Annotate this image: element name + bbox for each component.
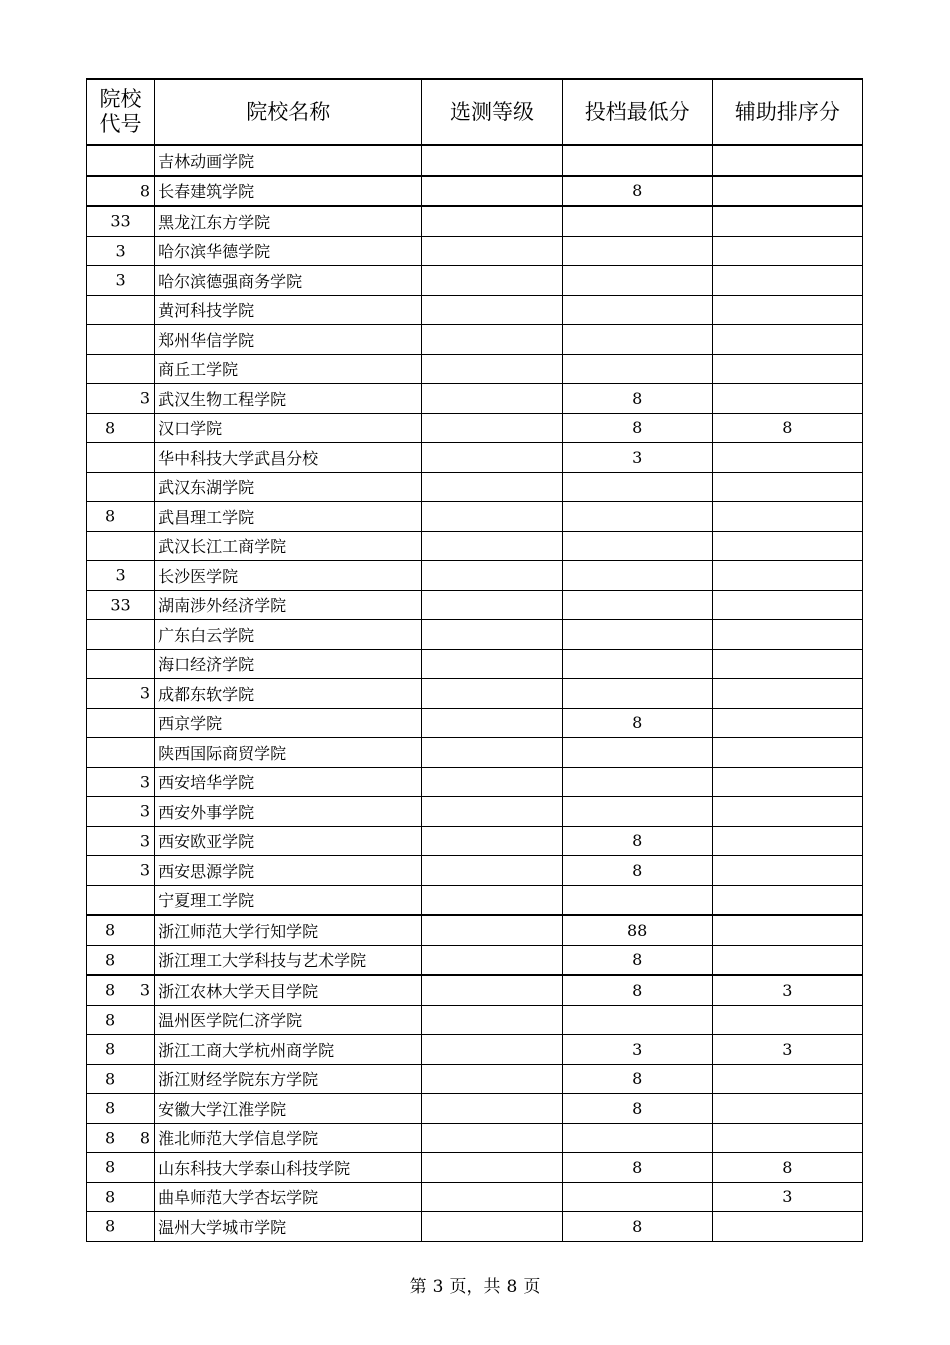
- cell-level: [422, 325, 562, 355]
- cell-school-name: 哈尔滨德强商务学院: [155, 266, 422, 296]
- cell-level: [422, 620, 562, 650]
- cell-school-name: 海口经济学院: [155, 649, 422, 679]
- cell-aux-score: [712, 502, 862, 532]
- cell-school-code: [87, 384, 155, 414]
- cell-school-name: 安徽大学江淮学院: [155, 1094, 422, 1124]
- cell-school-name: 汉口学院: [155, 413, 422, 443]
- cell-school-code: [87, 679, 155, 709]
- cell-aux-score: [712, 590, 862, 620]
- cell-min-score: [562, 1182, 712, 1212]
- cell-aux-score: [712, 295, 862, 325]
- cell-level: [422, 354, 562, 384]
- cell-school-code: [87, 826, 155, 856]
- header-name: 院校名称: [155, 79, 422, 145]
- cell-school-code: [87, 295, 155, 325]
- cell-school-code: [87, 472, 155, 502]
- cell-level: [422, 561, 562, 591]
- cell-aux-score: [712, 266, 862, 296]
- table-row: [87, 1005, 863, 1035]
- cell-school-code: [87, 325, 155, 355]
- school-code-value: 8: [105, 920, 116, 940]
- school-code-value: 8: [139, 181, 151, 201]
- cell-school-code: [87, 266, 155, 296]
- cell-aux-score: [712, 767, 862, 797]
- table-row: [87, 1035, 863, 1065]
- cell-school-name: 浙江理工大学科技与艺术学院: [155, 945, 422, 975]
- cell-level: [422, 472, 562, 502]
- cell-level: [422, 1035, 562, 1065]
- table-row: [87, 472, 863, 502]
- header-code-line: 代号: [99, 112, 142, 136]
- cell-aux-score: [712, 354, 862, 384]
- cell-school-code: [87, 885, 155, 915]
- cell-level: [422, 145, 562, 176]
- cell-level: [422, 1094, 562, 1124]
- table-row: [87, 354, 863, 384]
- cell-min-score: 8: [562, 975, 712, 1005]
- header-level: 选测等级: [422, 79, 562, 145]
- cell-aux-score: [712, 145, 862, 176]
- table-row: [87, 145, 863, 176]
- cell-school-name: 华中科技大学武昌分校: [155, 443, 422, 473]
- cell-aux-score: [712, 531, 862, 561]
- footer-total-pages: 8: [506, 1277, 518, 1297]
- cell-min-score: [562, 620, 712, 650]
- cell-school-name: 武汉生物工程学院: [155, 384, 422, 414]
- cell-min-score: 8: [562, 708, 712, 738]
- cell-school-name: 西京学院: [155, 708, 422, 738]
- school-code-value: 8: [105, 1069, 116, 1089]
- cell-aux-score: [712, 708, 862, 738]
- table-row: [87, 384, 863, 414]
- school-code-value: 3: [139, 831, 151, 851]
- cell-level: [422, 945, 562, 975]
- cell-min-score: 8: [562, 1064, 712, 1094]
- cell-school-name: 西安外事学院: [155, 797, 422, 827]
- cell-school-name: 山东科技大学泰山科技学院: [155, 1153, 422, 1183]
- school-code-value: 3: [139, 683, 151, 703]
- cell-school-code: [87, 236, 155, 266]
- cell-school-code: [87, 206, 155, 236]
- header-aux-score: 辅助排序分: [712, 79, 862, 145]
- cell-level: [422, 826, 562, 856]
- school-code-value: 8: [105, 418, 116, 438]
- cell-min-score: [562, 797, 712, 827]
- cell-school-code: [87, 145, 155, 176]
- cell-school-code: [87, 1064, 155, 1094]
- table-row: [87, 915, 863, 945]
- cell-school-code: [87, 620, 155, 650]
- table-row: [87, 176, 863, 207]
- cell-aux-score: 3: [712, 1035, 862, 1065]
- table-body: [87, 145, 863, 1241]
- header-code: [87, 79, 155, 145]
- cell-school-name: 长春建筑学院: [155, 176, 422, 207]
- cell-level: [422, 266, 562, 296]
- cell-school-name: 浙江财经学院东方学院: [155, 1064, 422, 1094]
- cell-level: [422, 738, 562, 768]
- cell-min-score: [562, 145, 712, 176]
- cell-level: [422, 797, 562, 827]
- cell-school-name: 武昌理工学院: [155, 502, 422, 532]
- header-min-score: 投档最低分: [562, 79, 712, 145]
- cell-school-name: 曲阜师范大学杏坛学院: [155, 1182, 422, 1212]
- cell-school-code: [87, 915, 155, 945]
- cell-min-score: 8: [562, 176, 712, 207]
- cell-school-code: [87, 590, 155, 620]
- cell-school-name: 浙江师范大学行知学院: [155, 915, 422, 945]
- cell-level: [422, 649, 562, 679]
- cell-level: [422, 915, 562, 945]
- cell-aux-score: [712, 1005, 862, 1035]
- table-row: [87, 826, 863, 856]
- table-row: [87, 975, 863, 1005]
- cell-school-name: 温州医学院仁济学院: [155, 1005, 422, 1035]
- cell-level: [422, 856, 562, 886]
- cell-level: [422, 384, 562, 414]
- cell-school-code: [87, 413, 155, 443]
- cell-min-score: [562, 1123, 712, 1153]
- cell-level: [422, 1005, 562, 1035]
- cell-school-code: [87, 176, 155, 207]
- cell-aux-score: [712, 472, 862, 502]
- cell-school-code: [87, 649, 155, 679]
- table-row: [87, 649, 863, 679]
- cell-school-code: [87, 797, 155, 827]
- school-code-value: 8: [105, 1039, 116, 1059]
- school-code-value: 8: [105, 1098, 116, 1118]
- cell-min-score: 8: [562, 384, 712, 414]
- cell-aux-score: [712, 384, 862, 414]
- cell-school-code: [87, 1005, 155, 1035]
- school-code-value: 3: [115, 565, 126, 585]
- table-row: [87, 1094, 863, 1124]
- cell-school-name: 黄河科技学院: [155, 295, 422, 325]
- cell-aux-score: [712, 236, 862, 266]
- cell-school-code: [87, 856, 155, 886]
- cell-school-name: 宁夏理工学院: [155, 885, 422, 915]
- table-row: [87, 1153, 863, 1183]
- cell-school-name: 陕西国际商贸学院: [155, 738, 422, 768]
- footer-suffix: 页: [523, 1277, 541, 1297]
- cell-min-score: [562, 561, 712, 591]
- cell-aux-score: 8: [712, 1153, 862, 1183]
- cell-level: [422, 1153, 562, 1183]
- cell-aux-score: [712, 325, 862, 355]
- cell-aux-score: [712, 206, 862, 236]
- cell-level: [422, 1123, 562, 1153]
- table-row: [87, 797, 863, 827]
- cell-school-name: 西安思源学院: [155, 856, 422, 886]
- cell-min-score: [562, 885, 712, 915]
- footer-page-number: 3: [432, 1277, 444, 1297]
- cell-school-code: [87, 1153, 155, 1183]
- cell-level: [422, 502, 562, 532]
- table-row: [87, 1064, 863, 1094]
- cell-level: [422, 206, 562, 236]
- cell-level: [422, 295, 562, 325]
- table-row: [87, 856, 863, 886]
- cell-level: [422, 236, 562, 266]
- cell-min-score: [562, 531, 712, 561]
- cell-min-score: [562, 472, 712, 502]
- cell-school-code: [87, 502, 155, 532]
- cell-school-code: [87, 767, 155, 797]
- cell-level: [422, 413, 562, 443]
- cell-min-score: [562, 354, 712, 384]
- cell-min-score: [562, 767, 712, 797]
- cell-school-code: [87, 1182, 155, 1212]
- cell-school-name: 武汉长江工商学院: [155, 531, 422, 561]
- cell-level: [422, 1212, 562, 1242]
- school-code-value: 8: [105, 950, 116, 970]
- cell-school-code: [87, 1035, 155, 1065]
- cell-level: [422, 443, 562, 473]
- table-row: [87, 1123, 863, 1153]
- table-row: [87, 738, 863, 768]
- cell-level: [422, 708, 562, 738]
- cell-school-code: [87, 945, 155, 975]
- cell-aux-score: [712, 620, 862, 650]
- school-code-value: 3: [139, 388, 151, 408]
- school-code-value: 8: [105, 1128, 116, 1148]
- admission-score-table: [86, 78, 863, 1242]
- cell-aux-score: [712, 679, 862, 709]
- school-code-value: 3: [115, 270, 126, 290]
- table-row: [87, 531, 863, 561]
- cell-min-score: 8: [562, 413, 712, 443]
- cell-level: [422, 679, 562, 709]
- cell-level: [422, 767, 562, 797]
- school-code-overflow: 3: [139, 980, 151, 1000]
- school-code-value: 8: [105, 1216, 116, 1236]
- cell-min-score: [562, 325, 712, 355]
- cell-school-name: 浙江工商大学杭州商学院: [155, 1035, 422, 1065]
- cell-aux-score: [712, 1212, 862, 1242]
- cell-min-score: 8: [562, 945, 712, 975]
- cell-aux-score: [712, 649, 862, 679]
- cell-min-score: [562, 206, 712, 236]
- cell-school-code: [87, 738, 155, 768]
- cell-aux-score: 3: [712, 1182, 862, 1212]
- cell-min-score: 8: [562, 1212, 712, 1242]
- cell-min-score: [562, 266, 712, 296]
- cell-school-name: 西安欧亚学院: [155, 826, 422, 856]
- cell-school-name: 商丘工学院: [155, 354, 422, 384]
- cell-level: [422, 1182, 562, 1212]
- cell-school-name: 吉林动画学院: [155, 145, 422, 176]
- cell-aux-score: [712, 1094, 862, 1124]
- cell-level: [422, 1064, 562, 1094]
- cell-min-score: 3: [562, 443, 712, 473]
- table-row: [87, 679, 863, 709]
- table-row: [87, 413, 863, 443]
- cell-aux-score: [712, 945, 862, 975]
- score-table-sheet: [86, 78, 863, 1242]
- cell-min-score: 8: [562, 856, 712, 886]
- cell-min-score: [562, 679, 712, 709]
- school-code-value: 3: [115, 241, 126, 261]
- cell-school-name: 哈尔滨华德学院: [155, 236, 422, 266]
- cell-school-code: [87, 1212, 155, 1242]
- table-row: [87, 266, 863, 296]
- table-row: [87, 236, 863, 266]
- footer-mid: 页，共: [449, 1277, 501, 1297]
- cell-min-score: 8: [562, 1153, 712, 1183]
- cell-min-score: 3: [562, 1035, 712, 1065]
- cell-aux-score: [712, 176, 862, 207]
- cell-min-score: [562, 1005, 712, 1035]
- table-row: [87, 561, 863, 591]
- school-code-value: 33: [110, 595, 131, 615]
- table-row: [87, 708, 863, 738]
- cell-aux-score: [712, 1064, 862, 1094]
- table-row: [87, 502, 863, 532]
- cell-school-name: 成都东软学院: [155, 679, 422, 709]
- school-code-value: 3: [139, 772, 151, 792]
- cell-aux-score: [712, 738, 862, 768]
- cell-school-name: 西安培华学院: [155, 767, 422, 797]
- table-row: [87, 325, 863, 355]
- table-row: [87, 295, 863, 325]
- table-row: [87, 206, 863, 236]
- cell-school-name: 浙江农林大学天目学院: [155, 975, 422, 1005]
- cell-level: [422, 975, 562, 1005]
- cell-school-code: [87, 531, 155, 561]
- cell-level: [422, 531, 562, 561]
- cell-school-name: 湖南涉外经济学院: [155, 590, 422, 620]
- table-row: [87, 1182, 863, 1212]
- school-code-value: 8: [105, 1157, 116, 1177]
- cell-aux-score: [712, 1123, 862, 1153]
- cell-aux-score: [712, 915, 862, 945]
- cell-school-code: [87, 708, 155, 738]
- school-code-value: 3: [139, 801, 151, 821]
- cell-school-name: 郑州华信学院: [155, 325, 422, 355]
- cell-min-score: [562, 295, 712, 325]
- table-row: [87, 443, 863, 473]
- cell-school-code: [87, 561, 155, 591]
- cell-school-code: [87, 1123, 155, 1153]
- school-code-overflow: 8: [139, 1128, 151, 1148]
- school-code-value: 8: [105, 1010, 116, 1030]
- school-code-value: 33: [110, 211, 131, 231]
- cell-school-name: 黑龙江东方学院: [155, 206, 422, 236]
- cell-school-name: 武汉东湖学院: [155, 472, 422, 502]
- school-code-value: 3: [139, 860, 151, 880]
- footer-prefix: 第: [409, 1277, 427, 1297]
- cell-aux-score: [712, 561, 862, 591]
- table-row: [87, 767, 863, 797]
- cell-school-code: [87, 1094, 155, 1124]
- table-row: [87, 590, 863, 620]
- cell-min-score: 88: [562, 915, 712, 945]
- page-footer: [0, 1272, 950, 1297]
- table-row: [87, 945, 863, 975]
- cell-min-score: [562, 502, 712, 532]
- cell-aux-score: [712, 856, 862, 886]
- school-code-value: 8: [105, 506, 116, 526]
- cell-min-score: [562, 236, 712, 266]
- school-code-value: 8: [105, 1187, 116, 1207]
- cell-min-score: [562, 590, 712, 620]
- cell-min-score: [562, 738, 712, 768]
- cell-min-score: 8: [562, 1094, 712, 1124]
- cell-level: [422, 176, 562, 207]
- cell-aux-score: 8: [712, 413, 862, 443]
- cell-school-name: 长沙医学院: [155, 561, 422, 591]
- table-row: [87, 885, 863, 915]
- table-row: [87, 1212, 863, 1242]
- cell-min-score: 8: [562, 826, 712, 856]
- cell-aux-score: [712, 885, 862, 915]
- table-row: [87, 620, 863, 650]
- cell-level: [422, 590, 562, 620]
- cell-aux-score: [712, 443, 862, 473]
- cell-school-code: [87, 354, 155, 384]
- cell-school-name: 广东白云学院: [155, 620, 422, 650]
- cell-aux-score: [712, 797, 862, 827]
- cell-aux-score: [712, 826, 862, 856]
- cell-min-score: [562, 649, 712, 679]
- cell-school-name: 温州大学城市学院: [155, 1212, 422, 1242]
- cell-aux-score: 3: [712, 975, 862, 1005]
- cell-school-code: [87, 443, 155, 473]
- table-header-row: [87, 79, 863, 145]
- cell-school-name: 淮北师范大学信息学院: [155, 1123, 422, 1153]
- cell-level: [422, 885, 562, 915]
- school-code-value: 8: [105, 980, 116, 1000]
- cell-school-code: [87, 975, 155, 1005]
- header-code-line: 院校: [99, 87, 142, 111]
